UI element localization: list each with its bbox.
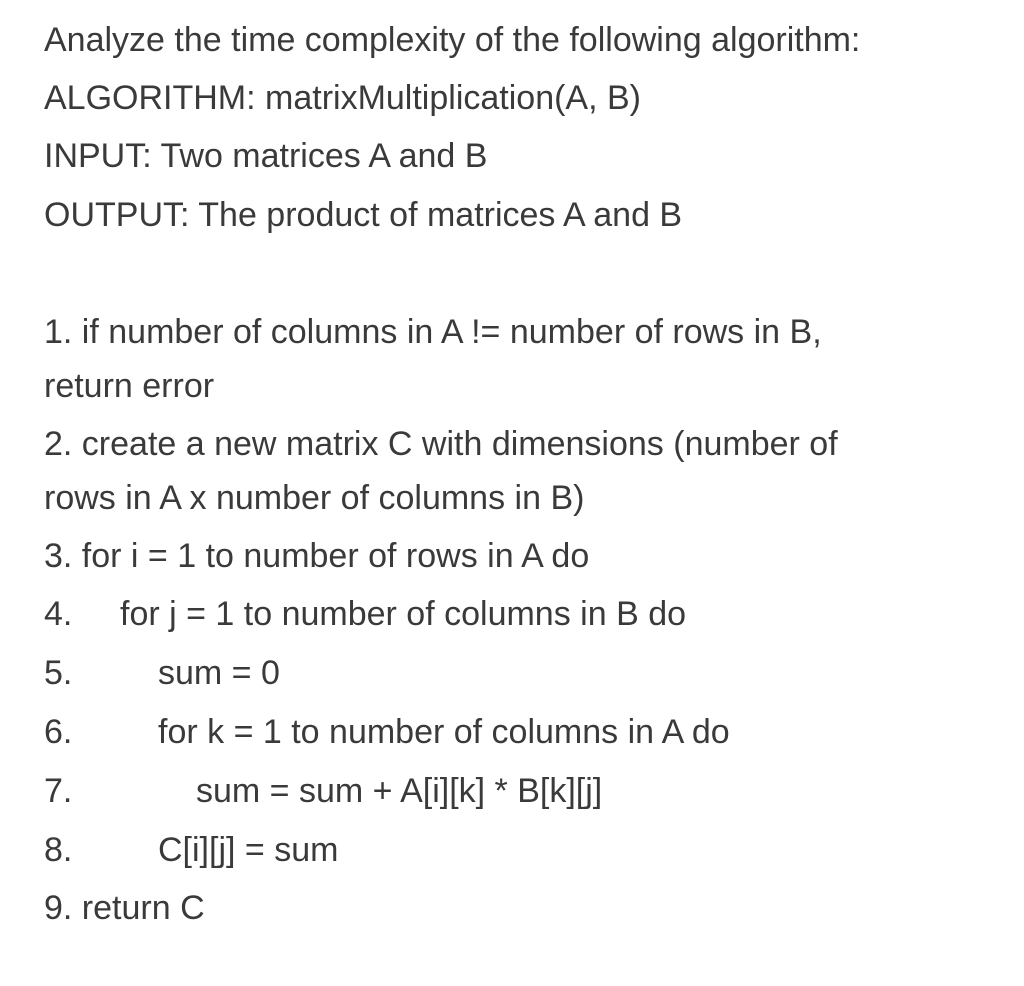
step-2-line-1: 2. create a new matrix C with dimensions (number of xyxy=(44,425,838,463)
step-1-line-1: 1. if number of columns in A != number of rows in B, xyxy=(44,313,822,351)
step-1-line-2: return error xyxy=(44,367,215,405)
step-8-number: 8. xyxy=(44,831,73,869)
output-description: OUTPUT: The product of matrices A and B xyxy=(44,196,683,234)
step-7-code: sum = sum + A[i][k] * B[k][j] xyxy=(196,772,603,810)
step-5-code: sum = 0 xyxy=(158,654,280,692)
step-4-number: 4. xyxy=(44,595,73,633)
step-9: 9. return C xyxy=(44,889,205,927)
step-3: 3. for i = 1 to number of rows in A do xyxy=(44,537,590,575)
step-2-line-2: rows in A x number of columns in B) xyxy=(44,479,585,517)
input-description: INPUT: Two matrices A and B xyxy=(44,137,488,175)
step-4-code: for j = 1 to number of columns in B do xyxy=(120,595,687,633)
prompt-text: Analyze the time complexity of the following algorithm: xyxy=(44,21,861,59)
step-7-number: 7. xyxy=(44,772,73,810)
step-6-code: for k = 1 to number of columns in A do xyxy=(158,713,730,751)
step-6-number: 6. xyxy=(44,713,73,751)
algorithm-title: ALGORITHM: matrixMultiplication(A, B) xyxy=(44,79,641,117)
step-5-number: 5. xyxy=(44,654,73,692)
step-8-code: C[i][j] = sum xyxy=(158,831,339,869)
